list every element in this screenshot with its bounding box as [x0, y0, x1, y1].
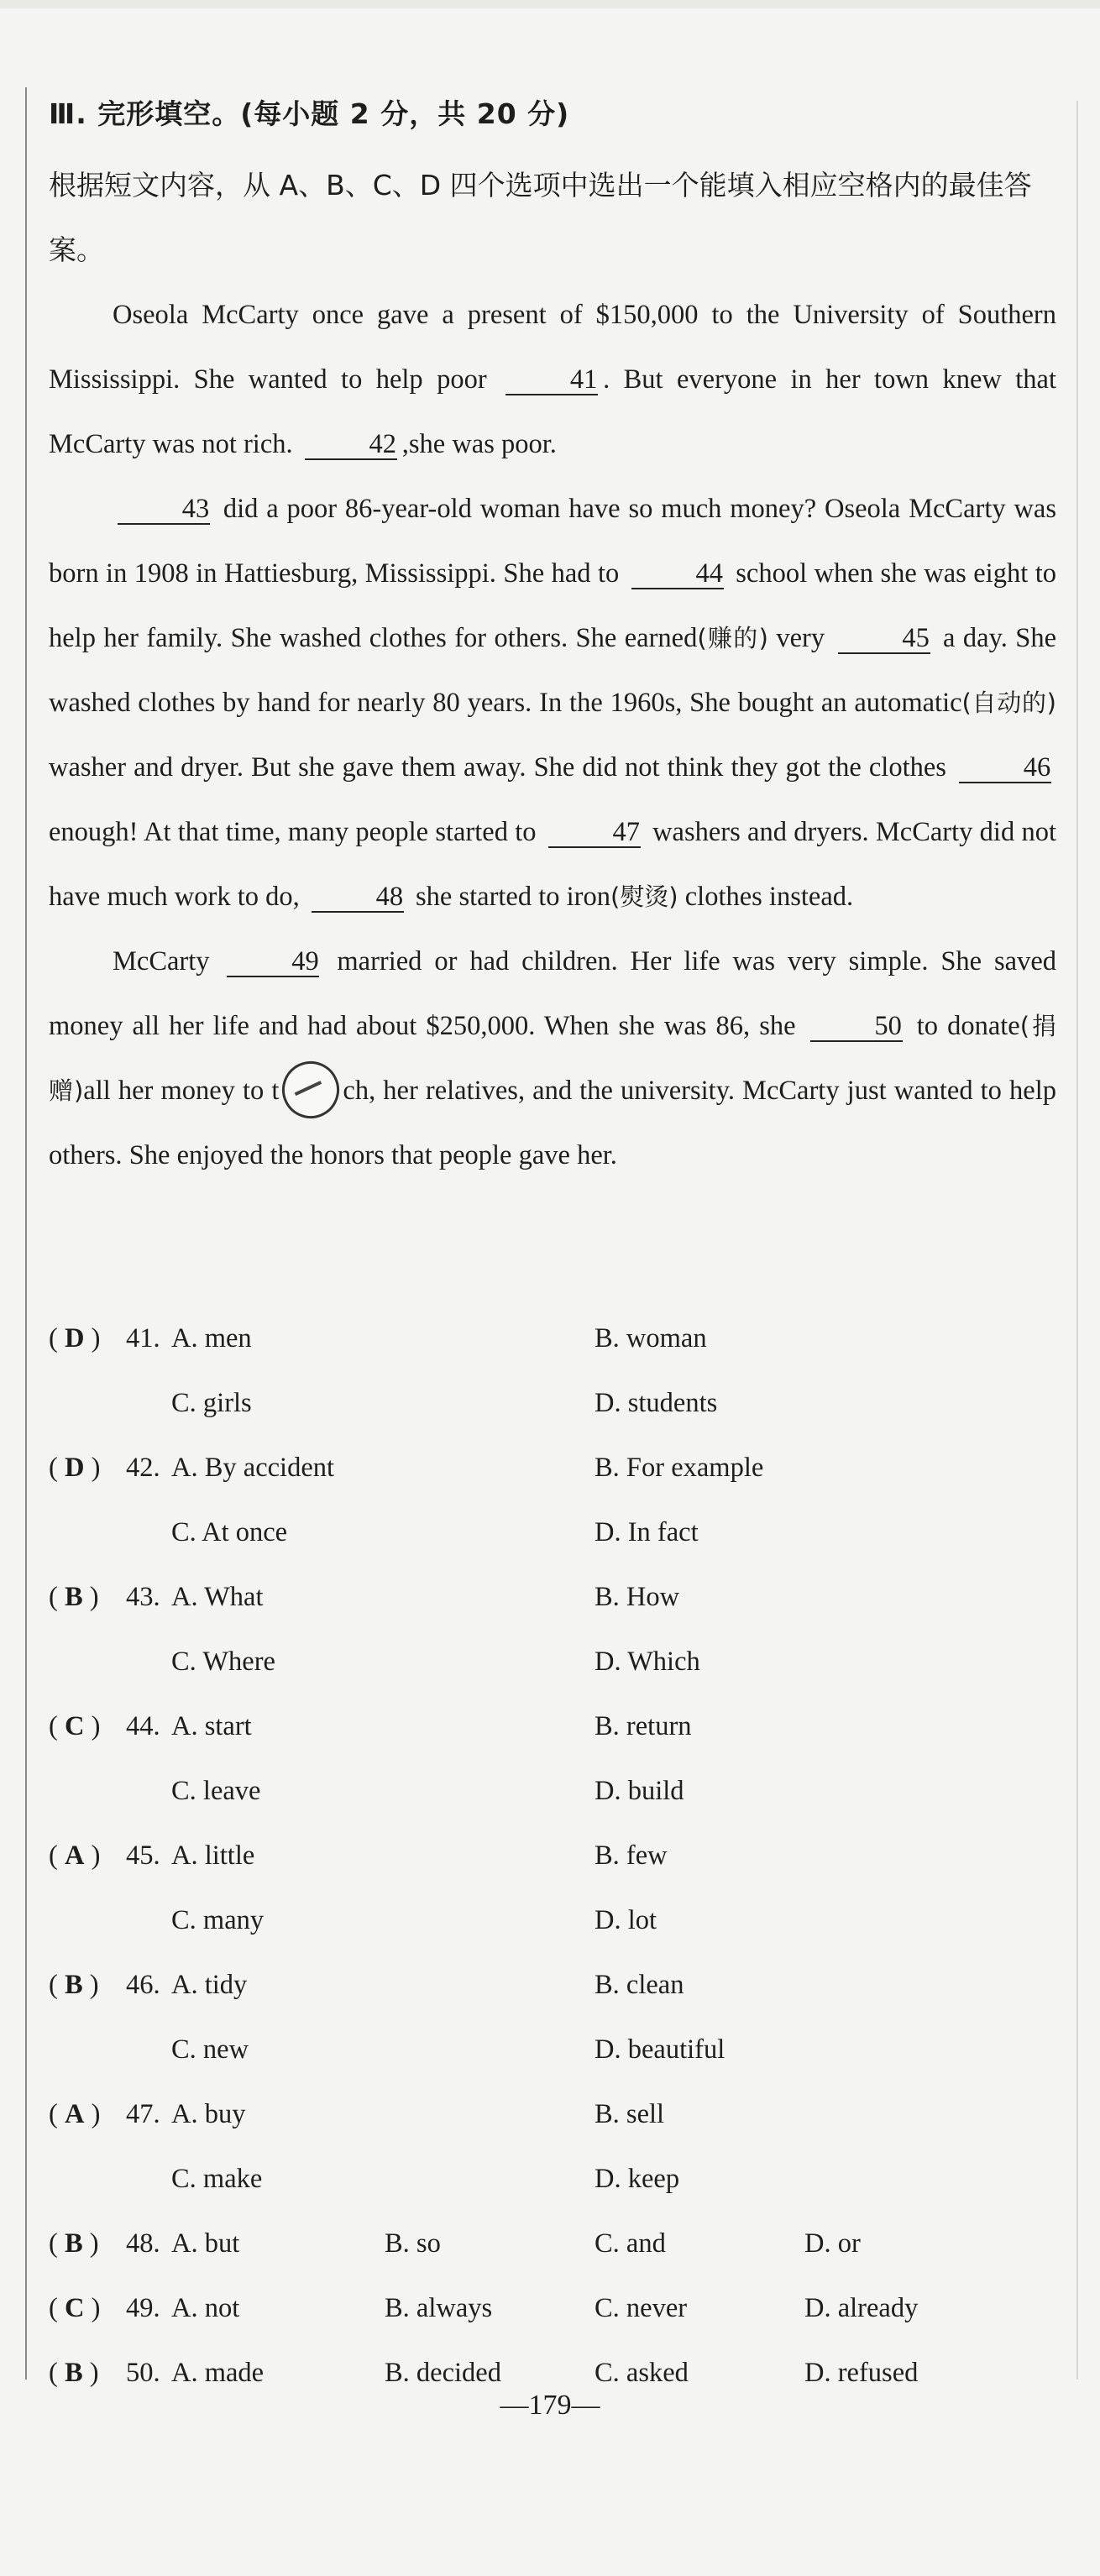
passage-text: married or had children. Her life was very simple. She saved money all her life and had about $250,000. When she was 86, she — [49, 946, 1057, 1041]
chinese-gloss: (自动的) — [961, 689, 1056, 717]
passage-text: Oseola McCarty once gave a present of $150,000 to the University of Southern Mississippi. She wanted to help poor — [49, 300, 1056, 395]
option-b: B. always — [385, 2293, 493, 2323]
option-b: B. sell — [595, 2099, 665, 2129]
answer-bracket: ( B ) — [49, 2228, 99, 2259]
answer-bracket: ( A ) — [49, 1840, 101, 1871]
question-42-line-1 — [49, 1436, 1073, 1500]
right-margin-line — [1076, 101, 1078, 2380]
option-b: B. so — [385, 2228, 441, 2259]
passage-paragraph-3 — [49, 929, 1056, 1188]
option-c: C. never — [595, 2293, 688, 2323]
answer-bracket: ( B ) — [49, 1970, 99, 2000]
question-43-line-2 — [49, 1630, 1073, 1694]
homework-stamp-icon — [273, 1051, 348, 1127]
answer-47: A — [64, 2099, 85, 2129]
passage-paragraph-1 — [49, 283, 1056, 477]
passage-text: a day. She washed clothes by hand for nearly 80 years. In the 1960s, She bought an automatic — [49, 623, 1057, 718]
chinese-gloss: (捐赠) — [49, 1012, 1056, 1105]
left-margin-line — [25, 87, 27, 2380]
section-heading: Ⅲ. 完形填空。(每小题 2 分，共 20 分) — [49, 97, 570, 130]
question-46-line-2 — [49, 2018, 1073, 2082]
option-b: B. few — [595, 1840, 668, 1871]
option-b: B. return — [595, 1711, 692, 1741]
question-41-line-1 — [49, 1306, 1073, 1371]
blank-41: 41 — [505, 365, 598, 395]
option-d: D. lot — [595, 1905, 657, 1935]
option-c: C. Where — [171, 1647, 275, 1677]
blank-45: 45 — [838, 624, 930, 654]
question-42-line-2 — [49, 1500, 1073, 1565]
instruction-text: 根据短文内容，从 A、B、C、D 四个选项中选出一个能填入相应空格内的最佳答案。 — [49, 169, 1032, 266]
option-c: C. make — [171, 2164, 263, 2194]
option-c: C. girls — [171, 1388, 252, 1418]
chinese-gloss: (赚的) — [697, 624, 768, 652]
passage-text: she started to iron — [416, 882, 610, 912]
answer-49: C — [64, 2293, 85, 2323]
blank-47: 47 — [548, 818, 641, 848]
option-c: C. At once — [171, 1517, 288, 1547]
question-47-line-2 — [49, 2147, 1073, 2212]
question-45-line-2 — [49, 1888, 1073, 1953]
option-a: A. not — [171, 2293, 240, 2323]
option-b: B. woman — [595, 1323, 707, 1353]
question-number: 49. — [126, 2293, 160, 2323]
option-d: D. keep — [595, 2164, 680, 2194]
question-number: 44. — [126, 1711, 160, 1741]
option-d: D. or — [804, 2228, 861, 2259]
option-d: D. already — [804, 2293, 919, 2323]
option-a: A. start — [171, 1711, 252, 1741]
question-45-line-1 — [49, 1824, 1073, 1888]
passage-text: washer and dryer. But she gave them away. She did not think they got the clothes — [49, 752, 946, 783]
option-a: A. made — [171, 2358, 265, 2388]
passage-text: washers and dryers. McCarty did not have much work to do, — [49, 817, 1057, 912]
option-b: B. decided — [385, 2358, 501, 2388]
answer-bracket: ( C ) — [49, 1711, 101, 1741]
blank-48: 48 — [312, 882, 404, 913]
option-a: A. buy — [171, 2099, 246, 2129]
blank-49: 49 — [227, 947, 319, 977]
answer-bracket: ( C ) — [49, 2293, 101, 2323]
blank-50: 50 — [810, 1012, 903, 1042]
question-number: 46. — [126, 1970, 160, 2000]
question-number: 41. — [126, 1323, 160, 1353]
option-d: D. Which — [595, 1647, 700, 1677]
passage-text: clothes instead. — [684, 882, 854, 912]
question-number: 42. — [126, 1453, 160, 1483]
option-c: C. new — [171, 2034, 249, 2065]
question-44-line-2 — [49, 1759, 1073, 1824]
page-number: —179— — [500, 2390, 600, 2421]
question-number: 50. — [126, 2358, 160, 2388]
passage-text: ch, her relatives, and the university. McCarty just wanted to help others. — [49, 1076, 1056, 1170]
question-44-line-1 — [49, 1694, 1073, 1759]
answer-48: B — [64, 2228, 83, 2259]
answer-bracket: ( B ) — [49, 2358, 99, 2388]
option-c: C. leave — [171, 1776, 261, 1806]
option-b: B. How — [595, 1582, 680, 1612]
answer-bracket: ( B ) — [49, 1582, 99, 1612]
blank-44: 44 — [631, 559, 724, 589]
passage-paragraph-2 — [49, 477, 1056, 929]
blank-46: 46 — [959, 753, 1051, 783]
option-c: C. and — [595, 2228, 666, 2259]
question-47-line-1 — [49, 2082, 1073, 2147]
question-number: 48. — [126, 2228, 160, 2259]
answer-41: D — [64, 1323, 85, 1353]
passage-text: very — [776, 623, 825, 653]
question-41-line-2 — [49, 1371, 1073, 1436]
answer-bracket: ( D ) — [49, 1323, 101, 1353]
chinese-gloss: (熨烫) — [610, 882, 678, 911]
answer-bracket: ( A ) — [49, 2099, 101, 2129]
passage-text: all her money to t — [83, 1076, 280, 1106]
option-d: D. students — [595, 1388, 718, 1418]
passage-text: . But everyone in her town knew that McCarty was not rich. — [49, 364, 1057, 459]
option-a: A. By accident — [171, 1453, 335, 1483]
answer-50: B — [64, 2358, 83, 2388]
answer-45: A — [64, 1840, 85, 1871]
question-number: 43. — [126, 1582, 160, 1612]
answer-42: D — [64, 1453, 85, 1483]
option-c: C. asked — [595, 2358, 689, 2388]
passage — [49, 283, 1056, 1188]
passage-text: enough! At that time, many people started to — [49, 817, 537, 847]
passage-text: She enjoyed the honors that people gave her. — [128, 1140, 617, 1170]
answer-44: C — [64, 1711, 85, 1741]
option-c: C. many — [171, 1905, 265, 1935]
question-43-line-1 — [49, 1565, 1073, 1630]
option-a: A. What — [171, 1582, 264, 1612]
option-d: D. In fact — [595, 1517, 699, 1547]
passage-text: school when she was eight to help her family. She washed clothes for others. She earned — [49, 558, 1056, 653]
option-a: A. but — [171, 2228, 240, 2259]
option-a: A. tidy — [171, 1970, 248, 2000]
answer-43: B — [64, 1582, 83, 1612]
blank-43: 43 — [118, 495, 210, 525]
question-number: 47. — [126, 2099, 160, 2129]
question-48-line — [49, 2212, 1073, 2276]
answer-bracket: ( D ) — [49, 1453, 101, 1483]
passage-text: did a poor 86-year-old woman have so much money? Oseola McCarty was born in 1908 in Hattiesburg, Mississippi. She had to — [49, 494, 1056, 589]
option-a: A. little — [171, 1840, 255, 1871]
option-d: D. build — [595, 1776, 684, 1806]
question-46-line-1 — [49, 1953, 1073, 2018]
option-b: B. For example — [595, 1453, 764, 1483]
passage-text: McCarty — [113, 946, 210, 976]
top-rule — [0, 0, 1100, 8]
passage-text: to donate — [916, 1011, 1020, 1041]
option-d: D. refused — [804, 2358, 919, 2388]
answer-46: B — [64, 1970, 83, 2000]
question-number: 45. — [126, 1840, 160, 1871]
question-49-line — [49, 2276, 1073, 2341]
option-d: D. beautiful — [595, 2034, 725, 2065]
passage-text: ,she was poor. — [401, 429, 557, 459]
blank-42: 42 — [305, 430, 397, 460]
option-b: B. clean — [595, 1970, 684, 2000]
question-list — [49, 1306, 1073, 2406]
option-a: A. men — [171, 1323, 252, 1353]
